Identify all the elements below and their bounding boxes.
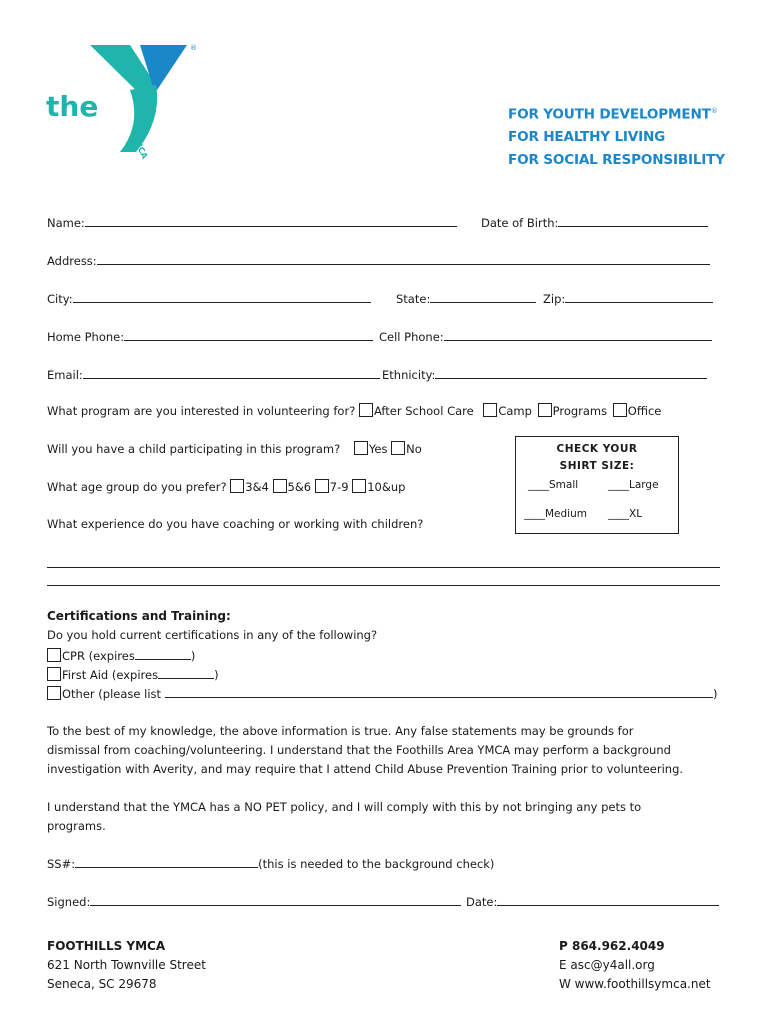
signature-date-row — [466, 893, 719, 909]
dob-field[interactable] — [558, 214, 708, 227]
other-cert-field[interactable] — [165, 685, 713, 698]
signature-date-label: Date: — [466, 895, 498, 909]
age-7-9-label: 7-9 — [329, 480, 349, 494]
first-aid-label: First Aid (expires — [62, 668, 159, 682]
address-field[interactable] — [97, 252, 710, 265]
cell-phone-row — [379, 328, 712, 344]
city-label: City: — [47, 292, 73, 306]
cell-phone-label: Cell Phone: — [379, 330, 444, 344]
program-office-checkbox[interactable] — [613, 403, 627, 417]
certifications-question: Do you hold current certifications in any of the following? — [47, 628, 378, 642]
zip-row — [543, 290, 713, 306]
shirt-title-line1: CHECK YOUR — [556, 443, 638, 455]
other-cert-checkbox[interactable] — [47, 686, 61, 700]
footer-email: E asc@y4all.org — [559, 958, 655, 972]
age-3-4-label: 3&4 — [245, 480, 269, 494]
logo-trademark: ® — [190, 44, 197, 52]
state-row — [396, 290, 536, 306]
footer-street: 621 North Townville Street — [47, 958, 206, 972]
experience-question: What experience do you have coaching or working with children? — [47, 517, 424, 531]
age-question-row — [47, 479, 405, 494]
tagline — [508, 100, 725, 171]
age-3-4-checkbox[interactable] — [230, 479, 244, 493]
ssn-row — [47, 855, 494, 871]
program-camp-checkbox[interactable] — [483, 403, 497, 417]
footer-address — [47, 937, 206, 994]
home-phone-field[interactable] — [124, 328, 373, 341]
program-programs-label: Programs — [552, 404, 608, 418]
tagline-healthy: FOR HEALTHY LIVING — [508, 129, 666, 146]
ssn-label: SS#: — [47, 857, 76, 871]
ethnicity-row — [382, 366, 707, 382]
email-label: Email: — [47, 368, 83, 382]
program-office-label: Office — [627, 404, 662, 418]
age-10-up-label: 10&up — [367, 480, 406, 494]
city-row — [47, 290, 371, 306]
shirt-title-line2: SHIRT SIZE: — [559, 460, 635, 472]
name-row — [47, 214, 457, 230]
address-label: Address: — [47, 254, 97, 268]
name-label: Name: — [47, 216, 85, 230]
signature-date-field[interactable] — [497, 893, 719, 906]
shirt-small-option[interactable]: ____Small — [528, 479, 579, 491]
zip-label: Zip: — [543, 292, 566, 306]
home-phone-label: Home Phone: — [47, 330, 125, 344]
child-no-label: No — [406, 442, 422, 456]
footer-city: Seneca, SC 29678 — [47, 977, 157, 991]
first-aid-row: First Aid (expires ) — [47, 666, 219, 682]
shirt-medium-option[interactable]: ____Medium — [524, 508, 587, 520]
name-field[interactable] — [85, 214, 457, 227]
dob-label: Date of Birth: — [481, 216, 559, 230]
footer-web: W www.foothillsymca.net — [559, 977, 711, 991]
email-field[interactable] — [83, 366, 380, 379]
state-label: State: — [396, 292, 431, 306]
age-5-6-label: 5&6 — [287, 480, 312, 494]
state-field[interactable] — [430, 290, 536, 303]
email-row — [47, 366, 380, 382]
child-yes-label: Yes — [368, 442, 388, 456]
age-10-up-checkbox[interactable] — [352, 479, 366, 493]
address-row — [47, 252, 710, 268]
program-camp-label: Camp — [498, 404, 532, 418]
signed-label: Signed: — [47, 895, 91, 909]
footer-contact — [559, 937, 711, 994]
ethnicity-label: Ethnicity: — [382, 368, 436, 382]
ymca-logo — [44, 40, 204, 160]
child-question-row — [47, 441, 422, 456]
signed-row — [47, 893, 461, 909]
truth-statement: To the best of my knowledge, the above information is true. Any false statements may be grounds for dismissal from coaching/volunteering. I understand that the Foothills Area YMCA may perform a background investigation with Averity, and may require that I attend Child Abuse Prevention Training prior to volunteering. — [47, 724, 684, 776]
other-cert-label: Other (please list — [62, 687, 162, 701]
age-5-6-checkbox[interactable] — [273, 479, 287, 493]
tagline-youth: FOR YOUTH DEVELOPMENT® — [508, 106, 718, 123]
age-7-9-checkbox[interactable] — [315, 479, 329, 493]
ethnicity-field[interactable] — [435, 366, 707, 379]
program-after-school-label: After School Care — [373, 404, 474, 418]
tagline-social: FOR SOCIAL RESPONSIBILITY — [508, 151, 725, 168]
cell-phone-field[interactable] — [444, 328, 712, 341]
logo-the-text: the — [46, 90, 99, 123]
footer-org: FOOTHILLS YMCA — [47, 939, 166, 953]
cpr-checkbox[interactable] — [47, 648, 61, 662]
experience-line-1[interactable] — [47, 567, 720, 568]
program-programs-checkbox[interactable] — [538, 403, 552, 417]
home-phone-row — [47, 328, 373, 344]
child-no-checkbox[interactable] — [391, 441, 405, 455]
age-question: What age group do you prefer? — [47, 480, 227, 494]
footer-phone: P 864.962.4049 — [559, 939, 665, 953]
first-aid-checkbox[interactable] — [47, 667, 61, 681]
zip-field[interactable] — [565, 290, 713, 303]
child-yes-checkbox[interactable] — [354, 441, 368, 455]
other-cert-row: Other (please list ) — [47, 685, 718, 701]
dob-row — [481, 214, 708, 230]
program-after-school-checkbox[interactable] — [359, 403, 373, 417]
shirt-large-option[interactable]: ____Large — [608, 479, 659, 491]
first-aid-expires-field[interactable] — [158, 666, 214, 679]
program-question: What program are you interested in volunteering for? — [47, 404, 356, 418]
certifications-heading: Certifications and Training: — [47, 609, 231, 623]
ssn-field[interactable] — [75, 855, 258, 868]
city-field[interactable] — [73, 290, 371, 303]
child-question: Will you have a child participating in this program? — [47, 442, 341, 456]
shirt-xl-option[interactable]: ____XL — [608, 508, 643, 520]
logo-ymca-text: YMCA — [130, 133, 150, 160]
cpr-row: CPR (expires ) — [47, 647, 195, 663]
cpr-expires-field[interactable] — [135, 647, 191, 660]
pet-policy-statement: I understand that the YMCA has a NO PET policy, and I will comply with this by not bringing any pets to programs. — [47, 800, 642, 833]
signature-field[interactable] — [90, 893, 461, 906]
experience-line-2[interactable] — [47, 585, 720, 586]
shirt-size-box — [515, 436, 679, 534]
ssn-note: (this is needed to the background check) — [258, 857, 495, 871]
cpr-label: CPR (expires — [62, 649, 135, 663]
program-question-row — [47, 403, 661, 418]
